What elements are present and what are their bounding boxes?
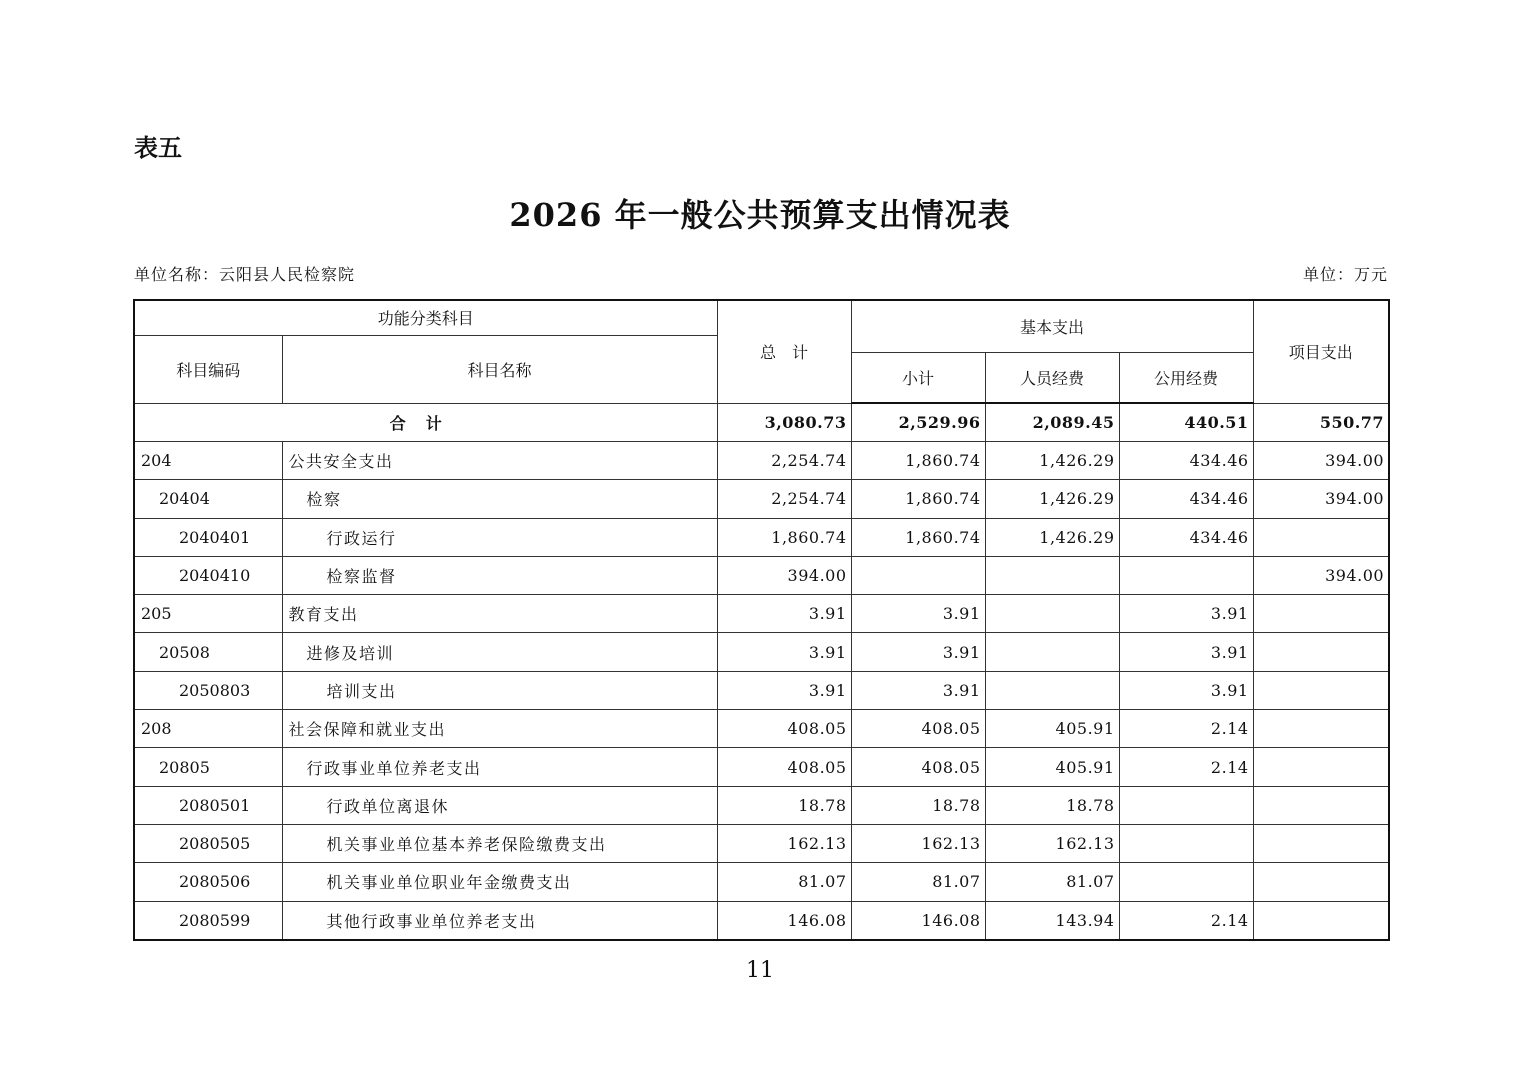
header-project: 项目支出 <box>1253 300 1389 403</box>
row-public: 2.14 <box>1119 748 1253 786</box>
total-row <box>134 403 1389 442</box>
row-project <box>1253 748 1389 786</box>
row-public <box>1119 824 1253 862</box>
table-row <box>134 480 1389 518</box>
row-project <box>1253 595 1389 633</box>
row-code: 204 <box>134 442 282 480</box>
row-name: 行政事业单位养老支出 <box>282 748 717 786</box>
table-row <box>134 671 1389 709</box>
row-project <box>1253 633 1389 671</box>
row-personnel: 1,426.29 <box>985 518 1119 556</box>
total-total: 3,080.73 <box>717 403 851 442</box>
row-total: 1,860.74 <box>717 518 851 556</box>
table-row <box>134 595 1389 633</box>
header-func-category: 功能分类科目 <box>134 300 717 335</box>
row-subtotal: 3.91 <box>851 595 985 633</box>
row-project <box>1253 863 1389 901</box>
row-project: 394.00 <box>1253 480 1389 518</box>
row-total: 18.78 <box>717 786 851 824</box>
row-public <box>1119 556 1253 594</box>
table-label: 表五 <box>134 134 182 162</box>
unit-label: 单位：万元 <box>1302 265 1388 284</box>
table-row <box>134 748 1389 786</box>
row-project <box>1253 518 1389 556</box>
row-public: 434.46 <box>1119 480 1253 518</box>
row-subtotal: 18.78 <box>851 786 985 824</box>
table-row <box>134 710 1389 748</box>
row-total: 3.91 <box>717 633 851 671</box>
row-public: 2.14 <box>1119 901 1253 940</box>
page-number: 11 <box>746 958 774 983</box>
row-code: 2040401 <box>134 518 282 556</box>
table-row <box>134 442 1389 480</box>
row-public: 434.46 <box>1119 442 1253 480</box>
row-name: 行政运行 <box>282 518 717 556</box>
row-name: 机关事业单位职业年金缴费支出 <box>282 863 717 901</box>
row-total: 3.91 <box>717 595 851 633</box>
row-total: 2,254.74 <box>717 480 851 518</box>
header-basic: 基本支出 <box>851 300 1253 352</box>
row-public: 3.91 <box>1119 633 1253 671</box>
row-personnel: 405.91 <box>985 710 1119 748</box>
row-personnel <box>985 633 1119 671</box>
row-name: 培训支出 <box>282 671 717 709</box>
table-row <box>134 863 1389 901</box>
row-personnel <box>985 595 1119 633</box>
row-project: 394.00 <box>1253 442 1389 480</box>
row-name: 检察 <box>282 480 717 518</box>
table-row <box>134 901 1389 940</box>
row-code: 2040410 <box>134 556 282 594</box>
row-total: 162.13 <box>717 824 851 862</box>
row-code: 2080505 <box>134 824 282 862</box>
row-code: 20805 <box>134 748 282 786</box>
row-personnel: 18.78 <box>985 786 1119 824</box>
row-total: 3.91 <box>717 671 851 709</box>
row-name: 行政单位离退休 <box>282 786 717 824</box>
row-name: 其他行政事业单位养老支出 <box>282 901 717 940</box>
row-public: 2.14 <box>1119 710 1253 748</box>
row-code: 20404 <box>134 480 282 518</box>
row-subtotal: 408.05 <box>851 748 985 786</box>
row-subtotal: 1,860.74 <box>851 480 985 518</box>
table-row <box>134 633 1389 671</box>
row-name: 进修及培训 <box>282 633 717 671</box>
row-total: 394.00 <box>717 556 851 594</box>
row-project <box>1253 901 1389 940</box>
row-total: 81.07 <box>717 863 851 901</box>
row-total: 408.05 <box>717 748 851 786</box>
header-code: 科目编码 <box>134 335 282 403</box>
header-subtotal: 小计 <box>851 352 985 403</box>
row-code: 2080506 <box>134 863 282 901</box>
table-row <box>134 786 1389 824</box>
row-personnel <box>985 556 1119 594</box>
row-public: 3.91 <box>1119 671 1253 709</box>
row-code: 2050803 <box>134 671 282 709</box>
row-project <box>1253 710 1389 748</box>
row-subtotal: 3.91 <box>851 671 985 709</box>
row-public <box>1119 863 1253 901</box>
total-personnel: 2,089.45 <box>985 403 1119 442</box>
row-subtotal: 408.05 <box>851 710 985 748</box>
total-public: 440.51 <box>1119 403 1253 442</box>
row-personnel <box>985 671 1119 709</box>
row-personnel: 81.07 <box>985 863 1119 901</box>
row-name: 公共安全支出 <box>282 442 717 480</box>
total-subtotal: 2,529.96 <box>851 403 985 442</box>
row-personnel: 1,426.29 <box>985 480 1119 518</box>
row-name: 教育支出 <box>282 595 717 633</box>
row-project: 394.00 <box>1253 556 1389 594</box>
total-label: 合计 <box>134 403 717 442</box>
table-row <box>134 518 1389 556</box>
row-code: 205 <box>134 595 282 633</box>
row-project <box>1253 786 1389 824</box>
row-total: 2,254.74 <box>717 442 851 480</box>
row-personnel: 162.13 <box>985 824 1119 862</box>
row-public: 434.46 <box>1119 518 1253 556</box>
row-subtotal: 1,860.74 <box>851 442 985 480</box>
row-name: 机关事业单位基本养老保险缴费支出 <box>282 824 717 862</box>
row-project <box>1253 671 1389 709</box>
row-personnel: 143.94 <box>985 901 1119 940</box>
table-row <box>134 824 1389 862</box>
row-public <box>1119 786 1253 824</box>
header-total: 总 计 <box>717 300 851 403</box>
row-total: 408.05 <box>717 710 851 748</box>
row-subtotal: 81.07 <box>851 863 985 901</box>
row-name: 检察监督 <box>282 556 717 594</box>
row-subtotal <box>851 556 985 594</box>
row-project <box>1253 824 1389 862</box>
row-total: 146.08 <box>717 901 851 940</box>
row-code: 208 <box>134 710 282 748</box>
table-row <box>134 556 1389 594</box>
page-title: 2026 年一般公共预算支出情况表 <box>509 196 1011 234</box>
row-code: 2080501 <box>134 786 282 824</box>
row-code: 2080599 <box>134 901 282 940</box>
row-subtotal: 162.13 <box>851 824 985 862</box>
row-public: 3.91 <box>1119 595 1253 633</box>
row-subtotal: 3.91 <box>851 633 985 671</box>
row-personnel: 1,426.29 <box>985 442 1119 480</box>
total-project: 550.77 <box>1253 403 1389 442</box>
row-name: 社会保障和就业支出 <box>282 710 717 748</box>
budget-table <box>133 299 1390 941</box>
row-code: 20508 <box>134 633 282 671</box>
row-subtotal: 146.08 <box>851 901 985 940</box>
header-public: 公用经费 <box>1119 352 1253 403</box>
row-subtotal: 1,860.74 <box>851 518 985 556</box>
header-personnel: 人员经费 <box>985 352 1119 403</box>
row-personnel: 405.91 <box>985 748 1119 786</box>
unit-name: 单位名称：云阳县人民检察院 <box>134 265 356 284</box>
header-name: 科目名称 <box>282 335 717 403</box>
